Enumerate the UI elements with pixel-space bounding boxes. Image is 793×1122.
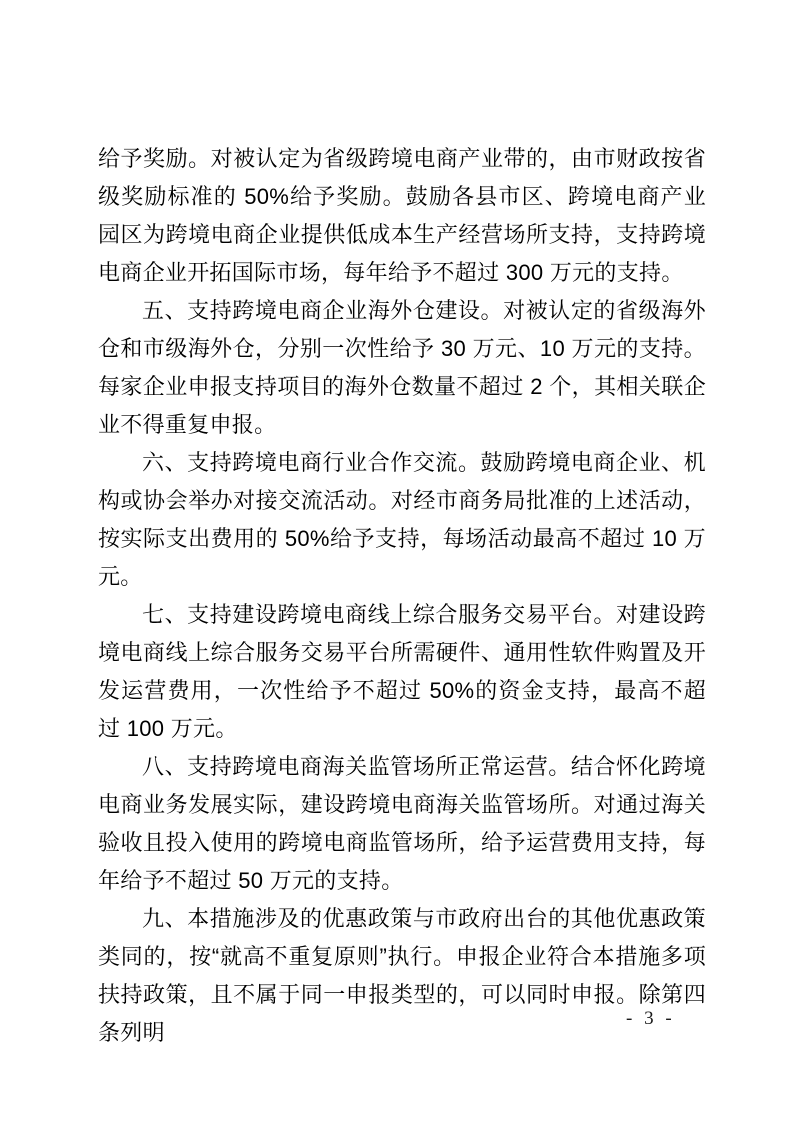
document-body <box>98 140 706 1052</box>
paragraph-item-6-industry-exchange: 六、支持跨境电商行业合作交流。鼓励跨境电商企业、机构或协会举办对接交流活动。对经市商务局批准的上述活动，按实际支出费用的 50%给予支持，每场活动最高不超过 10 万元。 <box>98 450 706 589</box>
paragraph-item-9-policy-overlap: 九、本措施涉及的优惠政策与市政府出台的其他优惠政策类同的，按“就高不重复原则”执行。申报企业符合本措施多项扶持政策，且不属于同一申报类型的，可以同时申报。除第四条列明 <box>98 906 706 1045</box>
paragraph-item-7-online-platform: 七、支持建设跨境电商线上综合服务交易平台。对建设跨境电商线上综合服务交易平台所需硬件、通用性软件购置及开发运营费用，一次性给予不超过 50%的资金支持，最高不超过 100 万元。 <box>98 602 706 741</box>
paragraph-item-5-overseas-warehouse: 五、支持跨境电商企业海外仓建设。对被认定的省级海外仓和市级海外仓，分别一次性给予 30 万元、10 万元的支持。每家企业申报支持项目的海外仓数量不超过 2 个，其相关联企业不得重复申报。 <box>98 298 706 437</box>
paragraph-item-8-customs-supervision: 八、支持跨境电商海关监管场所正常运营。结合怀化跨境电商业务发展实际，建设跨境电商海关监管场所。对通过海关验收且投入使用的跨境电商监管场所，给予运营费用支持，每年给予不超过 50 万元的支持。 <box>98 754 706 893</box>
page-number: - 3 - <box>626 1008 672 1029</box>
paragraph-continuation: 给予奖励。对被认定为省级跨境电商产业带的，由市财政按省级奖励标准的 50%给予奖励。鼓励各县市区、跨境电商产业园区为跨境电商企业提供低成本生产经营场所支持，支持跨境电商企业开拓国际市场，每年给予不超过 300 万元的支持。 <box>98 146 706 285</box>
